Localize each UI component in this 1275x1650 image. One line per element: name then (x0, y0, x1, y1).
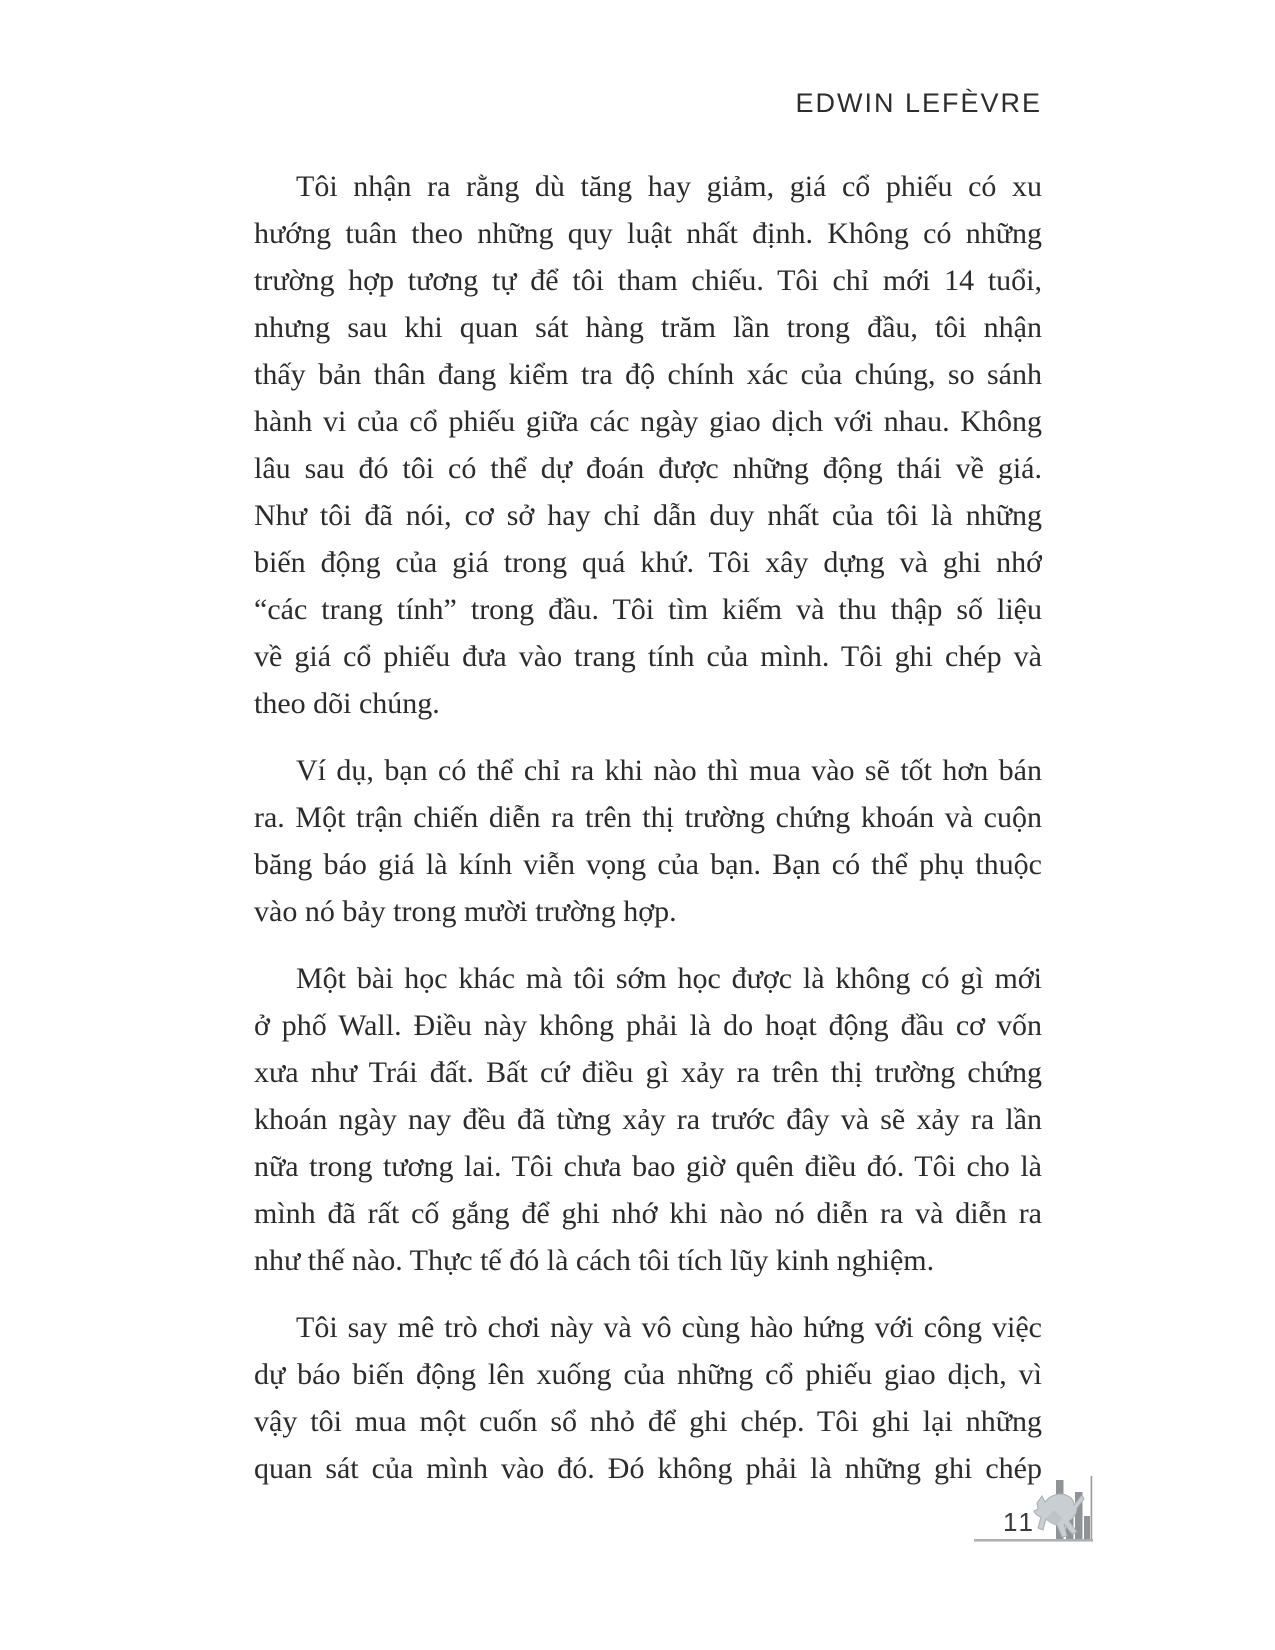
text-line: Như tôi đã nói, cơ sở hay chỉ dẫn duy nhất của tôi là những (254, 499, 1042, 532)
text-line: như thế nào. Thực tế đó là cách tôi tích lũy kinh nghiệm. (254, 1244, 935, 1277)
running-header-author: EDWIN LEFÈVRE (795, 88, 1042, 118)
text-line: hướng tuân theo những quy luật nhất định. Không có những (254, 217, 1042, 250)
page-number: 11 (1003, 1507, 1036, 1537)
paragraph-3 (254, 955, 1042, 1284)
text-line: biến động của giá trong quá khứ. Tôi xây dựng và ghi nhớ (254, 546, 1042, 579)
text-line: khoán ngày nay đều đã từng xảy ra trước đây và sẽ xảy ra lần (254, 1103, 1042, 1136)
text-line: “các trang tính” trong đầu. Tôi tìm kiếm và thu thập số liệu (254, 593, 1042, 626)
text-line: xưa như Trái đất. Bất cứ điều gì xảy ra trên thị trường chứng (254, 1056, 1042, 1089)
text-line: lâu sau đó tôi có thể dự đoán được những động thái về giá. (254, 452, 1042, 485)
paragraph-2 (254, 747, 1042, 935)
text-line: quan sát của mình vào đó. Đó không phải là những ghi chép (254, 1452, 1042, 1485)
text-line: vào nó bảy trong mười trường hợp. (254, 895, 677, 928)
text-line: vậy tôi mua một cuốn sổ nhỏ để ghi chép. Tôi ghi lại những (254, 1405, 1042, 1438)
text-line: Ví dụ, bạn có thể chỉ ra khi nào thì mua vào sẽ tốt hơn bán (296, 754, 1042, 787)
text-line: mình đã rất cố gắng để ghi nhớ khi nào nó diễn ra và diễn ra (254, 1197, 1042, 1230)
footer-baseline (974, 1539, 1093, 1542)
text-line: hành vi của cổ phiếu giữa các ngày giao dịch với nhau. Không (254, 405, 1042, 438)
text-line: Một bài học khác mà tôi sớm học được là không có gì mới (296, 962, 1042, 995)
text-line: ra. Một trận chiến diễn ra trên thị trường chứng khoán và cuộn (254, 801, 1042, 834)
page-footer (950, 1466, 1102, 1552)
text-line: thấy bản thân đang kiểm tra độ chính xác của chúng, so sánh (254, 358, 1042, 391)
text-line: nữa trong tương lai. Tôi chưa bao giờ quên điều đó. Tôi cho là (254, 1150, 1042, 1183)
text-line: nhưng sau khi quan sát hàng trăm lần trong đầu, tôi nhận (254, 311, 1042, 344)
text-line: băng báo giá là kính viễn vọng của bạn. Bạn có thể phụ thuộc (254, 848, 1042, 881)
text-line: ở phố Wall. Điều này không phải là do hoạt động đầu cơ vốn (254, 1009, 1042, 1042)
text-line: Tôi nhận ra rằng dù tăng hay giảm, giá cổ phiếu có xu (296, 170, 1042, 203)
text-line: theo dõi chúng. (254, 687, 440, 720)
paragraph-1 (254, 163, 1042, 727)
paragraph-4 (254, 1304, 1042, 1492)
text-line: dự báo biến động lên xuống của những cổ phiếu giao dịch, vì (254, 1358, 1042, 1391)
text-line: Tôi say mê trò chơi này và vô cùng hào hứng với công việc (296, 1311, 1042, 1344)
text-line: về giá cổ phiếu đưa vào trang tính của mình. Tôi ghi chép và (254, 640, 1042, 673)
text-line: trường hợp tương tự để tôi tham chiếu. Tôi chỉ mới 14 tuổi, (254, 264, 1042, 297)
page-body-text (254, 163, 1042, 1492)
